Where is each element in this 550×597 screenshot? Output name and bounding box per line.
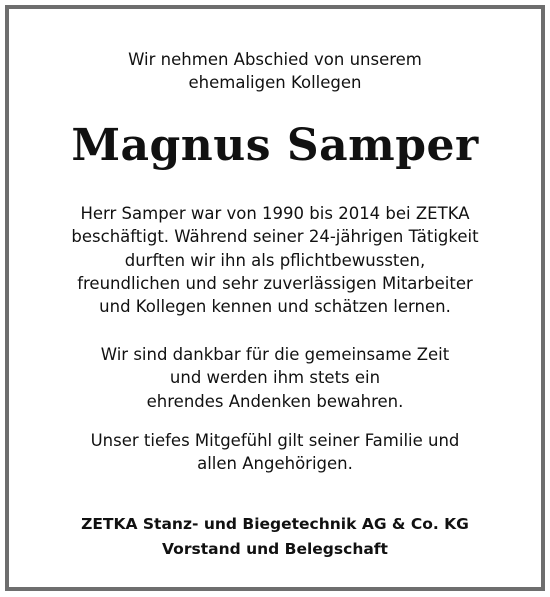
paragraph-line: beschäftigt. Während seiner 24-jährigen Tätigkeit — [71, 227, 479, 247]
signatories: Vorstand und Belegschaft — [162, 540, 388, 558]
paragraph-line: und werden ihm stets ein — [169, 368, 381, 388]
paragraph-line: Herr Samper war von 1990 bis 2014 bei ZETKA — [80, 204, 470, 223]
deceased-name: Magnus Samper — [71, 120, 479, 171]
paragraph-line: ehrendes Andenken bewahren. — [146, 391, 404, 411]
career-paragraph — [9, 202, 541, 318]
signature-block — [9, 512, 541, 562]
intro-line: Wir nehmen Abschied von unserem — [128, 50, 422, 69]
condolence-paragraph — [9, 429, 541, 476]
paragraph-line: Wir sind dankbar für die gemeinsame Zeit — [100, 345, 450, 364]
paragraph-line: durften wir ihn als pflichtbewussten, — [124, 250, 426, 270]
paragraph-line: freundlichen und sehr zuverlässigen Mitarbeiter — [77, 273, 473, 293]
obituary-notice — [5, 5, 545, 591]
company-name: ZETKA Stanz- und Biegetechnik AG & Co. KG — [81, 515, 469, 533]
paragraph-line: allen Angehörigen. — [197, 454, 353, 474]
gratitude-paragraph — [9, 343, 541, 413]
paragraph-line: Unser tiefes Mitgefühl gilt seiner Familie und — [90, 431, 460, 450]
intro-line: ehemaligen Kollegen — [188, 73, 362, 92]
intro-text — [9, 48, 541, 94]
paragraph-line: und Kollegen kennen und schätzen lernen. — [99, 297, 451, 317]
